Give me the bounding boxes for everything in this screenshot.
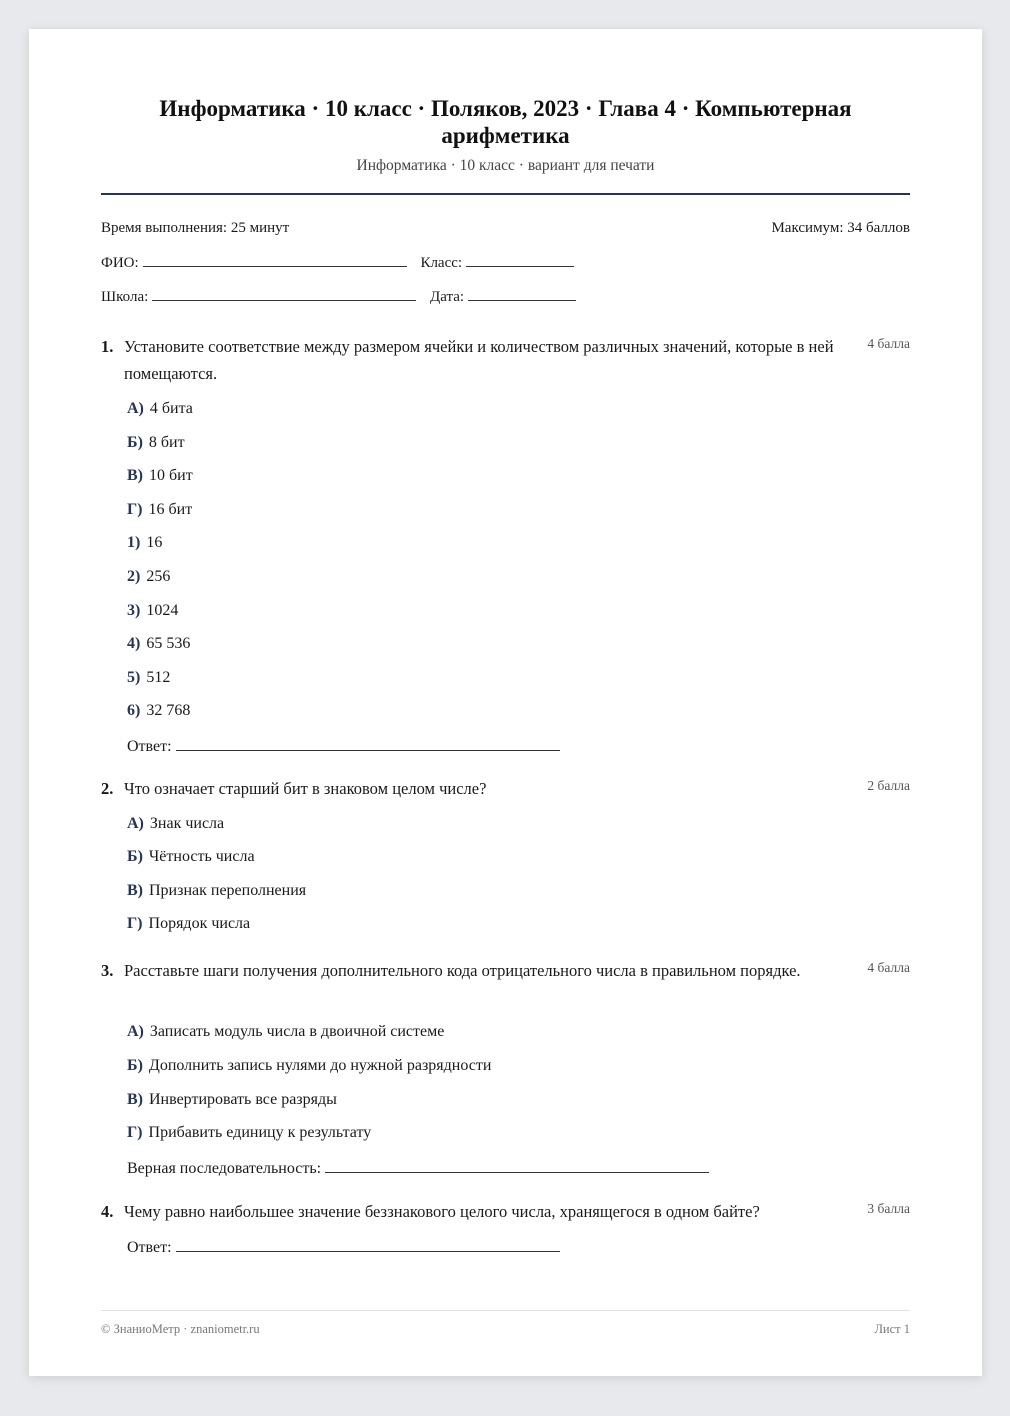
option-item [127, 434, 185, 452]
option-item [127, 467, 193, 485]
sequence-answer-field[interactable] [325, 1158, 709, 1173]
footer [101, 1322, 910, 1337]
question-2 [101, 775, 910, 803]
option-text: 16 [146, 534, 163, 551]
option-label: 2) [127, 568, 141, 585]
option-label: Б) [127, 1057, 143, 1074]
question-points: 4 балла [867, 336, 910, 351]
school-field[interactable] [152, 286, 416, 301]
question-text: Расставьте шаги получения дополнительного кода отрицательного числа в правильном порядке. [124, 961, 801, 980]
page-title: Информатика · 10 класс · Поляков, 2023 · Глава 4 · Компьютерная арифметика [159, 96, 852, 148]
question-3 [101, 957, 910, 1013]
option-item [127, 882, 306, 900]
answer-row [127, 736, 560, 756]
option-text: Признак переполнения [149, 882, 307, 899]
option-label: В) [127, 882, 143, 899]
option-label: Г) [127, 915, 143, 932]
option-item [127, 1023, 444, 1041]
option-text: Записать модуль числа в двоичной системе [149, 1023, 445, 1040]
option-label: А) [127, 815, 144, 832]
option-item [127, 602, 178, 620]
question-text: Что означает старший бит в знаковом целом числе? [124, 779, 487, 798]
date-label: Дата: [430, 289, 465, 305]
option-label: 6) [127, 702, 141, 719]
option-label: 1) [127, 534, 141, 551]
question-points: 4 балла [867, 960, 910, 975]
printable-sheet [29, 29, 982, 1376]
question-points: 3 балла [867, 1201, 910, 1216]
class-label: Класс: [420, 255, 463, 271]
fio-field[interactable] [143, 252, 407, 267]
answer-label: Верная последовательность: [127, 1160, 322, 1177]
answer-field[interactable] [176, 736, 560, 751]
school-date-row [101, 286, 576, 306]
option-item [127, 501, 192, 519]
date-field[interactable] [468, 286, 576, 301]
fio-label: ФИО: [101, 255, 139, 271]
option-item [127, 815, 224, 833]
option-item [127, 1124, 371, 1142]
option-item [127, 1057, 491, 1075]
question-number: 3. [101, 961, 114, 980]
option-text: 32 768 [146, 702, 191, 719]
question-number: 2. [101, 779, 114, 798]
option-text: Порядок числа [148, 915, 251, 932]
option-label: 3) [127, 602, 141, 619]
school-label: Школа: [101, 289, 149, 305]
option-text: Прибавить единицу к результату [148, 1124, 372, 1141]
option-label: А) [127, 400, 144, 417]
option-text: 65 536 [146, 635, 191, 652]
option-label: В) [127, 1091, 143, 1108]
footer-divider [101, 1310, 910, 1311]
option-item [127, 568, 170, 586]
option-item [127, 669, 170, 687]
option-item [127, 635, 190, 653]
option-text: Чётность числа [148, 848, 255, 865]
option-item [127, 915, 250, 933]
option-label: В) [127, 467, 143, 484]
meta-row [101, 220, 910, 237]
option-label: А) [127, 1023, 144, 1040]
question-number: 1. [101, 337, 114, 356]
option-item [127, 848, 255, 866]
option-text: 10 бит [149, 467, 193, 484]
option-text: Дополнить запись нулями до нужной разрядности [148, 1057, 492, 1074]
option-text: 4 бита [149, 400, 193, 417]
sheet-content [101, 29, 910, 1376]
option-text: 8 бит [148, 434, 185, 451]
question-number: 4. [101, 1202, 114, 1221]
question-text: Чему равно наибольшее значение беззнакового целого числа, хранящегося в одном байте? [124, 1202, 760, 1221]
option-label: Б) [127, 848, 143, 865]
option-text: 256 [146, 568, 171, 585]
question-1 [101, 333, 910, 389]
option-text: 1024 [146, 602, 179, 619]
option-text: 512 [146, 669, 171, 686]
max-score: Максимум: 34 баллов [771, 220, 910, 236]
option-label: Г) [127, 1124, 143, 1141]
question-4 [101, 1198, 910, 1226]
time-limit: Время выполнения: 25 минут [101, 220, 290, 236]
option-text: 16 бит [148, 501, 193, 518]
option-item [127, 534, 162, 552]
answer-row [127, 1158, 709, 1178]
fio-class-row [101, 252, 574, 272]
page-number: Лист 1 [874, 1322, 910, 1336]
option-item [127, 702, 190, 720]
question-points: 2 балла [867, 778, 910, 793]
answer-row [127, 1237, 560, 1257]
option-item [127, 1091, 337, 1109]
option-text: Инвертировать все разряды [149, 1091, 337, 1108]
answer-label: Ответ: [127, 1239, 172, 1256]
page-subtitle: Информатика · 10 класс · вариант для печати [356, 157, 655, 174]
header-divider [101, 193, 910, 195]
question-text: Установите соответствие между размером ячейки и количеством различных значений, которые в ней помещаются. [124, 337, 834, 383]
option-label: Б) [127, 434, 143, 451]
option-text: Знак числа [149, 815, 225, 832]
answer-label: Ответ: [127, 738, 172, 755]
option-label: 4) [127, 635, 141, 652]
answer-field[interactable] [176, 1237, 560, 1252]
option-label: 5) [127, 669, 141, 686]
option-item [127, 400, 193, 418]
class-field[interactable] [466, 252, 574, 267]
option-label: Г) [127, 501, 143, 518]
footer-copyright: © ЗнаниоМетр · znaniometr.ru [101, 1322, 260, 1336]
